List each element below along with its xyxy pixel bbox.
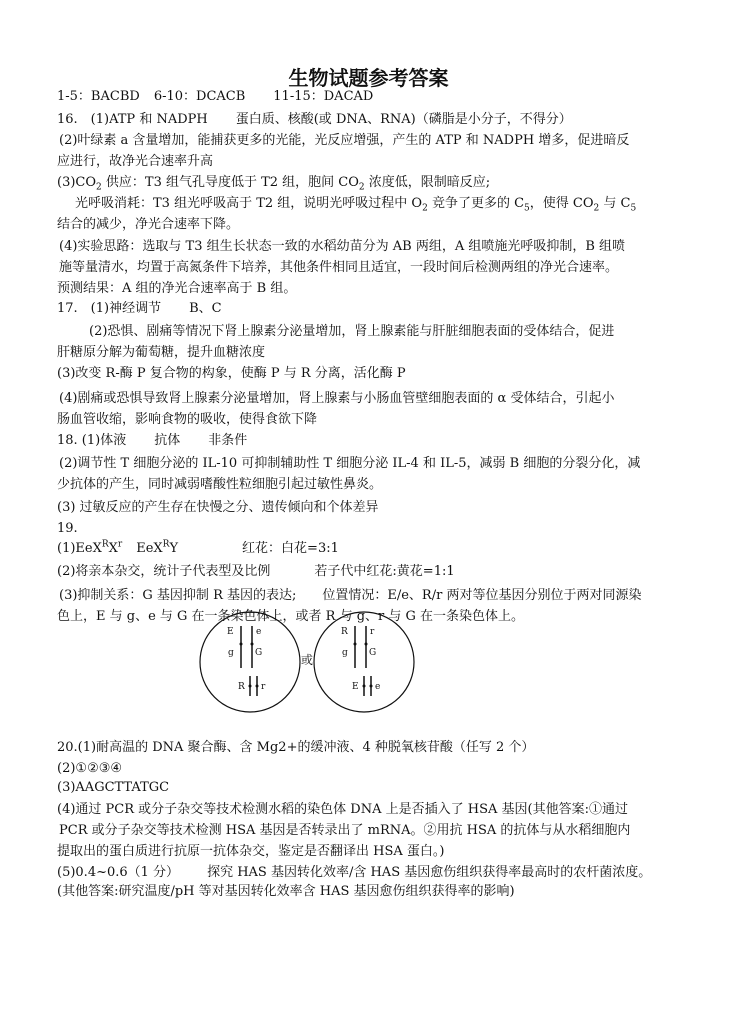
q16-line7: (4)实验思路：选取与 T3 组生长状态一致的水稻幼苗分为 AB 两组，A 组喷施光呼吸抑制，B 组喷 (59, 239, 626, 254)
q16-l4a: (3)CO (57, 175, 97, 190)
q19-l2c: 红花：白花=3:1 (242, 541, 339, 556)
q16-line6: 结合的减少，净光合速率下降。 (57, 217, 240, 232)
q19-g1c: X (108, 541, 118, 556)
q19-g1d: r (117, 539, 123, 550)
q19-line5: 色上，E 与 g、e 与 G 在一条染色体上，或者 R 与 g、r 与 G 在一条染色体上。 (57, 609, 525, 624)
q16-l5d: 与 C (599, 196, 631, 211)
q20-line7 (57, 864, 651, 882)
q19-g1a: (1)EeX (57, 541, 102, 556)
q19-g2a: EeX (136, 541, 163, 556)
q19-line2 (57, 540, 339, 558)
cell-2-allele-mid-left: g (342, 648, 348, 658)
q16-line5: 光呼吸消耗：T3 组光呼吸高于 T2 组，说明光呼吸过程中 $O_2$ 竞争了更多的 $C_5$，使得 $CO_2$ 与 $C_5$ (75, 196, 637, 214)
q19-line3 (57, 563, 455, 581)
q16-l4c: 浓度低，限制暗反应; (364, 175, 491, 190)
cell-1-allele-bottom-left: R (238, 682, 245, 692)
q20-l7b: 探究 HAS 基因转化效率/含 HAS 基因愈伤组织获得率最高时的农杆菌浓度。 (207, 865, 652, 880)
cell-1-allele-mid-left: g (228, 648, 234, 658)
q17-line1 (57, 300, 222, 318)
q16-line4: $(3)CO_2$ 供应：T3 组气孔导度低于 T2 组，胞间 $CO_2$ 浓度低，限制暗反应; (57, 175, 491, 193)
q16-l5a: 光呼吸消耗：T3 组光呼吸高于 T2 组，说明光呼吸过程中 O (75, 196, 423, 211)
q17-line4: (3)改变 R-酶 P 复合物的构象，使酶 P 与 R 分离，活化酶 P (57, 366, 406, 381)
page-title: 生物试题参考答案 (288, 66, 449, 90)
mc-part2: 6-10：DCACB (153, 89, 246, 104)
q18-l1a: 18. (1)体液 (57, 433, 127, 448)
q18-l1c: 非条件 (208, 433, 248, 448)
cell-1-membrane (200, 612, 300, 712)
q17-line3: 肝糖原分解为葡萄糖，提升血糖浓度 (57, 345, 266, 360)
q16-line2: (2)叶绿素 a 含量增加，能捕获更多的光能，光反应增强，产生的 ATP 和 NADPH 增多，促进暗反 (59, 133, 630, 148)
q17-l1b: B、C (189, 301, 222, 316)
q16-l1b: 蛋白质、核酸(或 DNA、RNA)（磷脂是小分子，不得分） (235, 112, 572, 127)
cell-1-allele-bottom-right: r (261, 682, 266, 692)
q16-l1a: 16. (1)ATP 和 NADPH (57, 112, 208, 127)
mc-part3: 11-15：DACAD (273, 89, 374, 104)
q20-l7a: (5)0.4~0.6（1 分） (57, 865, 180, 880)
q19-g2c: Y (169, 541, 179, 556)
q16-line9: 预测结果：A 组的净光合速率高于 B 组。 (57, 281, 297, 296)
q16-line1 (57, 111, 572, 129)
q20-line8: (其他答案:研究温度/pH 等对基因转化效率含 HAS 基因愈伤组织获得率的影响) (57, 884, 515, 899)
cell-2 (314, 612, 414, 712)
diagram-or-label: 或 (301, 653, 314, 667)
q17-line2: (2)恐惧、剧痛等情况下肾上腺素分泌量增加，肾上腺素能与肝脏细胞表面的受体结合，促进 (89, 324, 615, 339)
q18-line1 (57, 432, 247, 450)
q18-line2: (2)调节性 T 细胞分泌的 IL-10 可抑制辅助性 T 细胞分泌 IL-4 和 IL-5，减弱 B 细胞的分裂分化，减 (59, 456, 641, 471)
q19-g1b: R (101, 539, 109, 550)
q17-l1a: 17. (1)神经调节 (57, 301, 162, 316)
q20-line4: (4)通过 PCR 或分子杂交等技术检测水稻的染色体 DNA 上是否插入了 HSA 基因(其他答案:①通过 (57, 802, 628, 817)
q20-line2: (2)①②③④ (57, 761, 123, 776)
cell-2-allele-top-left: R (341, 627, 348, 637)
cell-1-allele-top-right: e (256, 627, 262, 637)
q19-l3a: (2)将亲本杂交，统计子代表型及比例 (57, 564, 271, 579)
q16-l5b: 竞争了更多的 C (427, 196, 525, 211)
q18-line3: 少抗体的产生，同时减弱嗜酸性粒细胞引起过敏性鼻炎。 (57, 477, 383, 492)
q18-l1b: 抗体 (154, 433, 181, 448)
q16-line8: 施等量清水，均置于高氮条件下培养，其他条件相同且适宜，一段时间后检测两组的净光合速率。 (59, 260, 619, 275)
mc-answers (57, 88, 373, 106)
chromosome-diagram (198, 610, 422, 714)
q16-line3: 应进行，故净光合速率升高 (57, 154, 214, 169)
q17-line5: (4)剧痛或恐惧导致肾上腺素分泌量增加，肾上腺素与小肠血管壁细胞表面的 α 受体结合，引起小 (59, 391, 615, 406)
cell-2-allele-top-right: r (370, 627, 375, 637)
q17-line6: 肠血管收缩，影响食物的吸收，使得食欲下降 (57, 412, 318, 427)
cell-2-allele-bottom-right: e (375, 682, 381, 692)
q20-line5: PCR 或分子杂交等技术检测 HSA 基因是否转录出了 mRNA。②用抗 HSA 的抗体与从水稻细胞内 (59, 823, 631, 838)
cell-2-allele-bottom-left: E (352, 682, 359, 692)
cell-1-allele-mid-right: G (255, 648, 263, 658)
cell-2-allele-mid-right: G (369, 648, 377, 658)
q16-l5c: ，使得 CO (529, 196, 594, 211)
q20-line6: 提取出的蛋白质进行抗原一抗体杂交，鉴定是否翻译出 HSA 蛋白。) (57, 844, 445, 859)
mc-part1: 1-5：BACBD (57, 89, 140, 104)
cell-2-membrane (314, 612, 414, 712)
q19-number: 19. (57, 521, 78, 536)
q19-line4: (3)抑制关系：G 基因抑制 R 基因的表达; 位置情况：E/e、R/r 两对等位基因分别位于两对同源染 (59, 588, 642, 603)
cell-1 (200, 612, 300, 712)
q20-line1: 20.(1)耐高温的 DNA 聚合酶、含 Mg2+的缓冲液、4 种脱氧核苷酸（任写 2 个） (57, 740, 535, 755)
q19-g2b: R (162, 539, 170, 550)
q18-line4: (3) 过敏反应的产生存在快慢之分、遗传倾向和个体差异 (57, 500, 379, 515)
cell-1-allele-top-left: E (227, 627, 234, 637)
q19-l3b: 若子代中红花:黄花=1:1 (314, 564, 455, 579)
q16-l4b: 供应：T3 组气孔导度低于 T2 组，胞间 CO (101, 175, 359, 190)
q20-line3: (3)AAGCTTATGC (57, 780, 170, 795)
